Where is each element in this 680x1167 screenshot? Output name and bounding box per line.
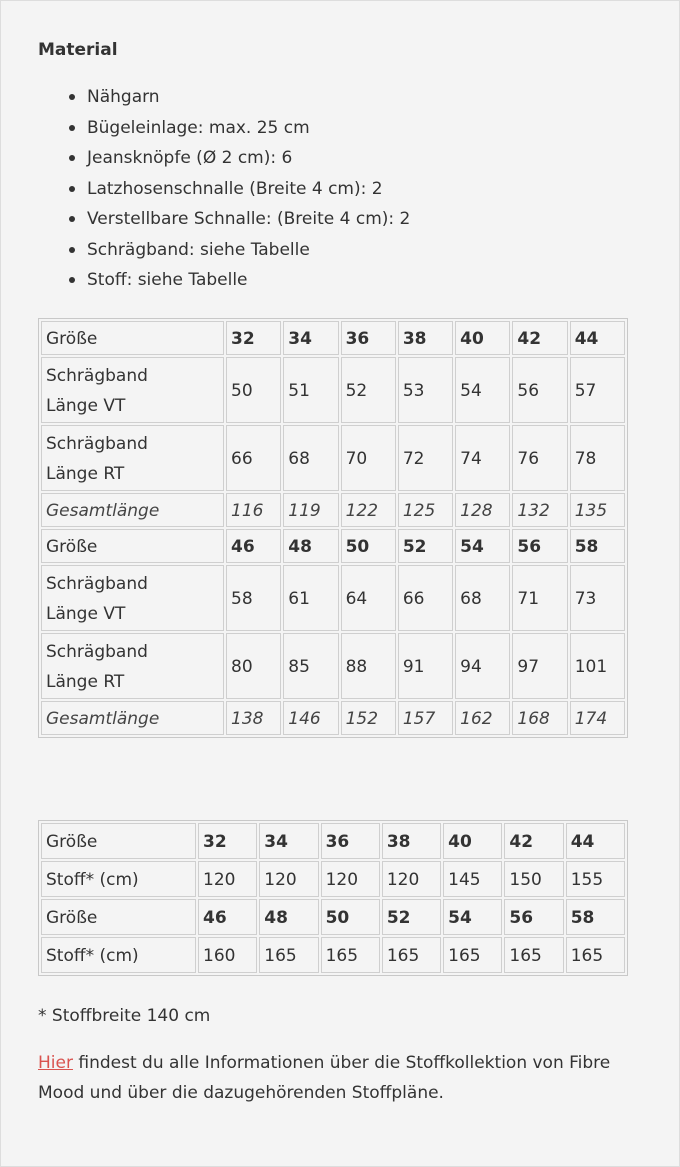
- bullet-icon: [69, 94, 75, 100]
- material-section: [38, 38, 638, 1109]
- row-label: [41, 565, 224, 631]
- table-cell: 57: [570, 357, 625, 423]
- table-cell: 174: [570, 701, 625, 735]
- table-row: [41, 493, 625, 527]
- table-cell: 40: [443, 823, 502, 859]
- table-cell: 38: [382, 823, 441, 859]
- table-cell: 51: [283, 357, 338, 423]
- row-label: Stoff* (cm): [41, 861, 196, 897]
- table-cell: 120: [382, 861, 441, 897]
- bullet-icon: [69, 247, 75, 253]
- table-row: [41, 529, 625, 563]
- table-cell: 119: [283, 493, 338, 527]
- table-cell: 56: [512, 529, 567, 563]
- fabric-table: [38, 820, 628, 976]
- table-cell: 128: [455, 493, 510, 527]
- table-cell: 54: [455, 529, 510, 563]
- table-cell: 46: [226, 529, 281, 563]
- table-cell: 146: [283, 701, 338, 735]
- table-cell: 44: [566, 823, 625, 859]
- fabric-width-footnote: * Stoffbreite 140 cm: [38, 1005, 211, 1026]
- table-cell: 168: [512, 701, 567, 735]
- table-cell: 76: [512, 425, 567, 491]
- material-item: [69, 235, 638, 266]
- table-cell: 88: [341, 633, 396, 699]
- row-label: [41, 633, 224, 699]
- table-cell: 155: [566, 861, 625, 897]
- info-link[interactable]: Hier: [38, 1052, 73, 1073]
- table-cell: 34: [283, 321, 338, 355]
- table-cell: 54: [443, 899, 502, 935]
- table-cell: 116: [226, 493, 281, 527]
- table-cell: 97: [512, 633, 567, 699]
- table-cell: 38: [398, 321, 453, 355]
- table-cell: 150: [504, 861, 563, 897]
- table-cell: 36: [341, 321, 396, 355]
- table-cell: 32: [198, 823, 257, 859]
- table-cell: 52: [341, 357, 396, 423]
- table-cell: 48: [259, 899, 318, 935]
- table-cell: 165: [566, 937, 625, 973]
- table-cell: 162: [455, 701, 510, 735]
- bullet-icon: [69, 277, 75, 283]
- material-list: [38, 82, 638, 296]
- row-label: Größe: [41, 321, 224, 355]
- table-cell: 73: [570, 565, 625, 631]
- table-cell: 165: [321, 937, 380, 973]
- row-label: Gesamtlänge: [41, 701, 224, 735]
- table-cell: 42: [512, 321, 567, 355]
- row-label-line: Schrägband: [46, 573, 148, 594]
- material-item-label: Stoff: siehe Tabelle: [87, 270, 248, 290]
- table-cell: 52: [398, 529, 453, 563]
- row-label: [41, 425, 224, 491]
- row-label-line: Länge RT: [46, 671, 125, 692]
- info-paragraph: [38, 1048, 638, 1109]
- table-row: [41, 823, 625, 859]
- info-text: findest du alle Informationen über die Stoffkollektion von Fibre Mood und über die dazugehörenden Stoffpläne.: [38, 1052, 611, 1103]
- table-cell: 42: [504, 823, 563, 859]
- table-cell: 68: [283, 425, 338, 491]
- table-cell: 53: [398, 357, 453, 423]
- row-label: Größe: [41, 529, 224, 563]
- row-label-line: Länge VT: [46, 603, 126, 624]
- table-cell: 160: [198, 937, 257, 973]
- material-item: [69, 265, 638, 296]
- table-cell: 101: [570, 633, 625, 699]
- material-item: [69, 174, 638, 205]
- bias-tape-table: [38, 318, 628, 738]
- table-cell: 85: [283, 633, 338, 699]
- table-cell: 125: [398, 493, 453, 527]
- table-cell: 66: [398, 565, 453, 631]
- row-label-line: Länge VT: [46, 395, 126, 416]
- table-cell: 68: [455, 565, 510, 631]
- table-cell: 52: [382, 899, 441, 935]
- row-label-line: Schrägband: [46, 365, 148, 386]
- table-cell: 34: [259, 823, 318, 859]
- material-item: [69, 204, 638, 235]
- table-cell: 64: [341, 565, 396, 631]
- material-item: [69, 143, 638, 174]
- table-cell: 54: [455, 357, 510, 423]
- row-label-line: Schrägband: [46, 433, 148, 454]
- row-label-line: Schrägband: [46, 641, 148, 662]
- table-cell: 122: [341, 493, 396, 527]
- table-cell: 78: [570, 425, 625, 491]
- table-row: [41, 425, 625, 491]
- bullet-icon: [69, 125, 75, 131]
- material-item: [69, 113, 638, 144]
- table-cell: 36: [321, 823, 380, 859]
- table-row: [41, 937, 625, 973]
- table-cell: 120: [198, 861, 257, 897]
- table-cell: 94: [455, 633, 510, 699]
- table-cell: 61: [283, 565, 338, 631]
- table-cell: 66: [226, 425, 281, 491]
- table-cell: 132: [512, 493, 567, 527]
- table-cell: 165: [382, 937, 441, 973]
- table-cell: 48: [283, 529, 338, 563]
- table-row: [41, 321, 625, 355]
- material-item: [69, 82, 638, 113]
- table-cell: 74: [455, 425, 510, 491]
- table-cell: 50: [321, 899, 380, 935]
- table-cell: 50: [226, 357, 281, 423]
- table-cell: 56: [504, 899, 563, 935]
- table-cell: 91: [398, 633, 453, 699]
- table-cell: 138: [226, 701, 281, 735]
- table-cell: 120: [259, 861, 318, 897]
- table-cell: 120: [321, 861, 380, 897]
- row-label-line: Länge RT: [46, 463, 125, 484]
- table-row: [41, 701, 625, 735]
- table-cell: 80: [226, 633, 281, 699]
- row-label: Gesamtlänge: [41, 493, 224, 527]
- table-cell: 58: [226, 565, 281, 631]
- table-cell: 46: [198, 899, 257, 935]
- table-cell: 145: [443, 861, 502, 897]
- section-heading: Material: [38, 40, 118, 60]
- table-cell: 71: [512, 565, 567, 631]
- table-cell: 72: [398, 425, 453, 491]
- table-row: [41, 633, 625, 699]
- material-item-label: Nähgarn: [87, 87, 160, 107]
- table-row: [41, 899, 625, 935]
- table-cell: 70: [341, 425, 396, 491]
- table-cell: 50: [341, 529, 396, 563]
- row-label: Stoff* (cm): [41, 937, 196, 973]
- table-cell: 40: [455, 321, 510, 355]
- table-row: [41, 357, 625, 423]
- bullet-icon: [69, 216, 75, 222]
- table-row: [41, 565, 625, 631]
- bullet-icon: [69, 155, 75, 161]
- table-cell: 165: [504, 937, 563, 973]
- table-cell: 165: [443, 937, 502, 973]
- material-item-label: Latzhosenschnalle (Breite 4 cm): 2: [87, 178, 383, 199]
- table-cell: 44: [570, 321, 625, 355]
- material-item-label: Verstellbare Schnalle: (Breite 4 cm): 2: [87, 209, 411, 229]
- bullet-icon: [69, 186, 75, 192]
- table-row: [41, 861, 625, 897]
- material-item-label: Schrägband: siehe Tabelle: [87, 239, 310, 260]
- table-cell: 157: [398, 701, 453, 735]
- table-cell: 56: [512, 357, 567, 423]
- table-cell: 135: [570, 493, 625, 527]
- table-cell: 165: [259, 937, 318, 973]
- row-label: [41, 357, 224, 423]
- row-label: Größe: [41, 899, 196, 935]
- row-label: Größe: [41, 823, 196, 859]
- table-cell: 58: [570, 529, 625, 563]
- table-cell: 152: [341, 701, 396, 735]
- material-item-label: Bügeleinlage: max. 25 cm: [87, 117, 310, 138]
- table-cell: 32: [226, 321, 281, 355]
- table-cell: 58: [566, 899, 625, 935]
- material-item-label: Jeansknöpfe (Ø 2 cm): 6: [87, 148, 293, 168]
